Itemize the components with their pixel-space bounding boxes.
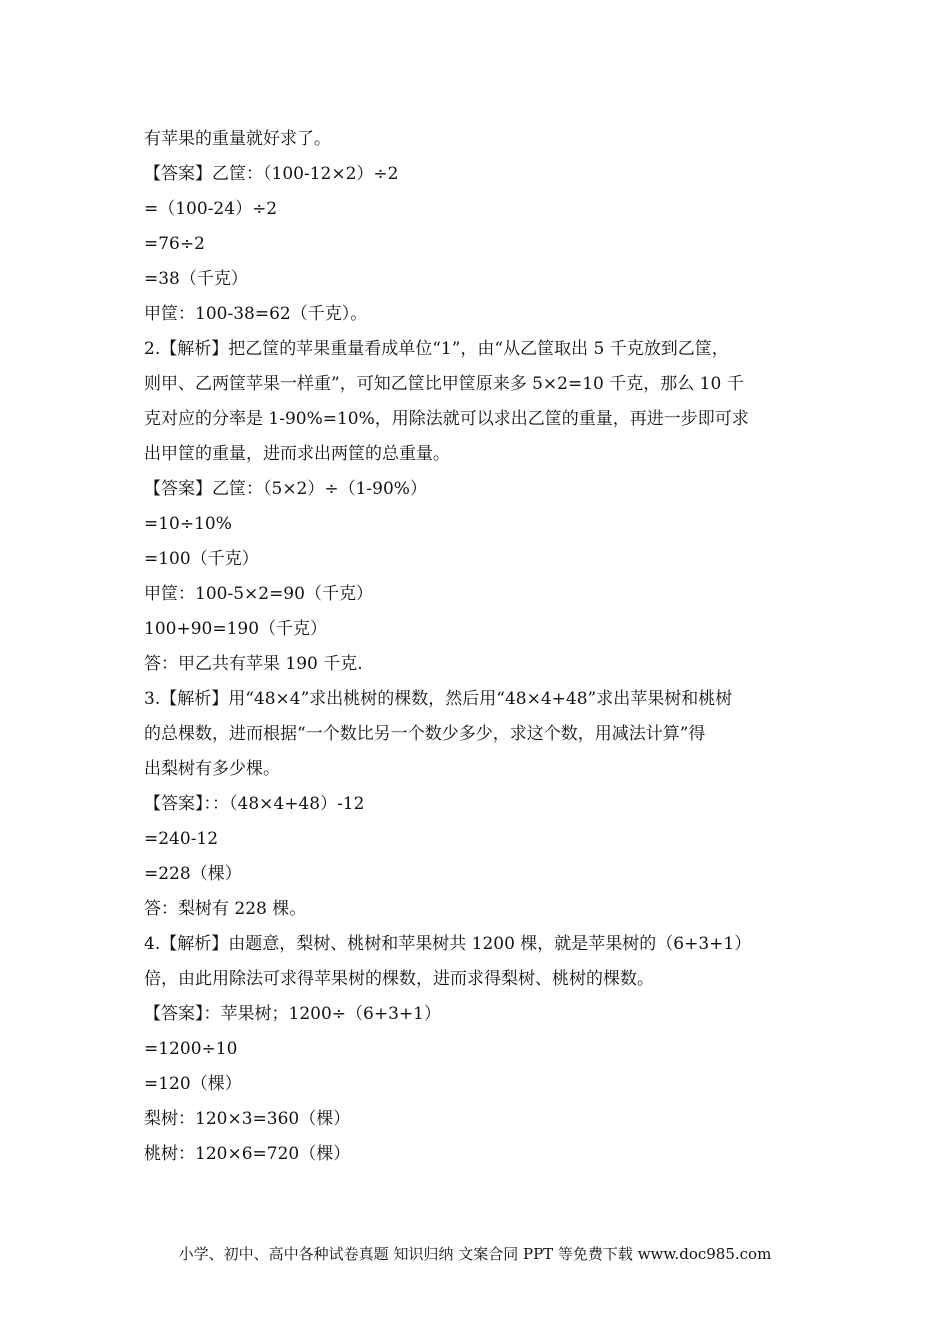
text-line: =240-12 — [144, 829, 219, 849]
text-line: 倍，由此用除法可求得苹果树的棵数，进而求得梨树、桃树的棵数。 — [144, 969, 654, 989]
text-line: =10÷10% — [144, 514, 232, 534]
text-line: 桃树：120×6=720（棵） — [144, 1144, 351, 1164]
text-line: 出甲筐的重量，进而求出两筐的总重量。 — [144, 444, 450, 464]
text-line: 【答案】乙筐：（5×2）÷（1-90%） — [144, 479, 427, 499]
text-line: 2.【解析】把乙筐的苹果重量看成单位“1”，由“从乙筐取出 5 千克放到乙筐， — [144, 339, 729, 359]
text-line: 出梨树有多少棵。 — [144, 759, 280, 779]
text-line: 4.【解析】由题意，梨树、桃树和苹果树共 1200 棵，就是苹果树的（6+3+1） — [144, 934, 752, 954]
page-footer: 小学、初中、高中各种试卷真题 知识归纳 文案合同 PPT 等免费下载 www.doc985.com — [178, 1245, 772, 1263]
text-line: 3.【解析】用“48×4”求出桃树的棵数，然后用“48×4+48”求出苹果树和桃树 — [144, 689, 733, 709]
text-line: 则甲、乙两筐苹果一样重”，可知乙筐比甲筐原来多 5×2=10 千克，那么 10 千 — [144, 374, 744, 394]
text-line: 答：梨树有 228 棵。 — [144, 899, 307, 919]
text-line: 的总棵数，进而根据“一个数比另一个数少多少，求这个数，用减法计算”得 — [144, 724, 706, 744]
text-line: 【答案】：：（48×4+48）-12 — [144, 794, 365, 814]
text-line: =120（棵） — [144, 1074, 242, 1094]
text-line: 甲筐：100-5×2=90（千克） — [144, 584, 373, 604]
text-line: 克对应的分率是 1-90%=10%，用除法就可以求出乙筐的重量，再进一步即可求 — [144, 409, 749, 429]
text-line: 【答案】乙筐：（100-12×2）÷2 — [144, 164, 399, 184]
text-line: =1200÷10 — [144, 1039, 238, 1059]
text-line: =228（棵） — [144, 864, 242, 884]
text-line: 有苹果的重量就好求了。 — [144, 129, 331, 149]
text-line: 甲筐：100-38=62（千克）。 — [144, 304, 368, 324]
text-line: =38（千克） — [144, 269, 248, 289]
text-line: =（100-24）÷2 — [144, 199, 278, 219]
text-line: 答：甲乙共有苹果 190 千克. — [144, 654, 363, 674]
answer-content — [144, 122, 824, 1172]
text-line: 梨树：120×3=360（棵） — [144, 1109, 351, 1129]
text-line: =76÷2 — [144, 234, 205, 254]
text-line: 100+90=190（千克） — [144, 619, 328, 639]
text-line: 【答案】：苹果树；1200÷（6+3+1） — [144, 1004, 441, 1024]
text-line: =100（千克） — [144, 549, 259, 569]
